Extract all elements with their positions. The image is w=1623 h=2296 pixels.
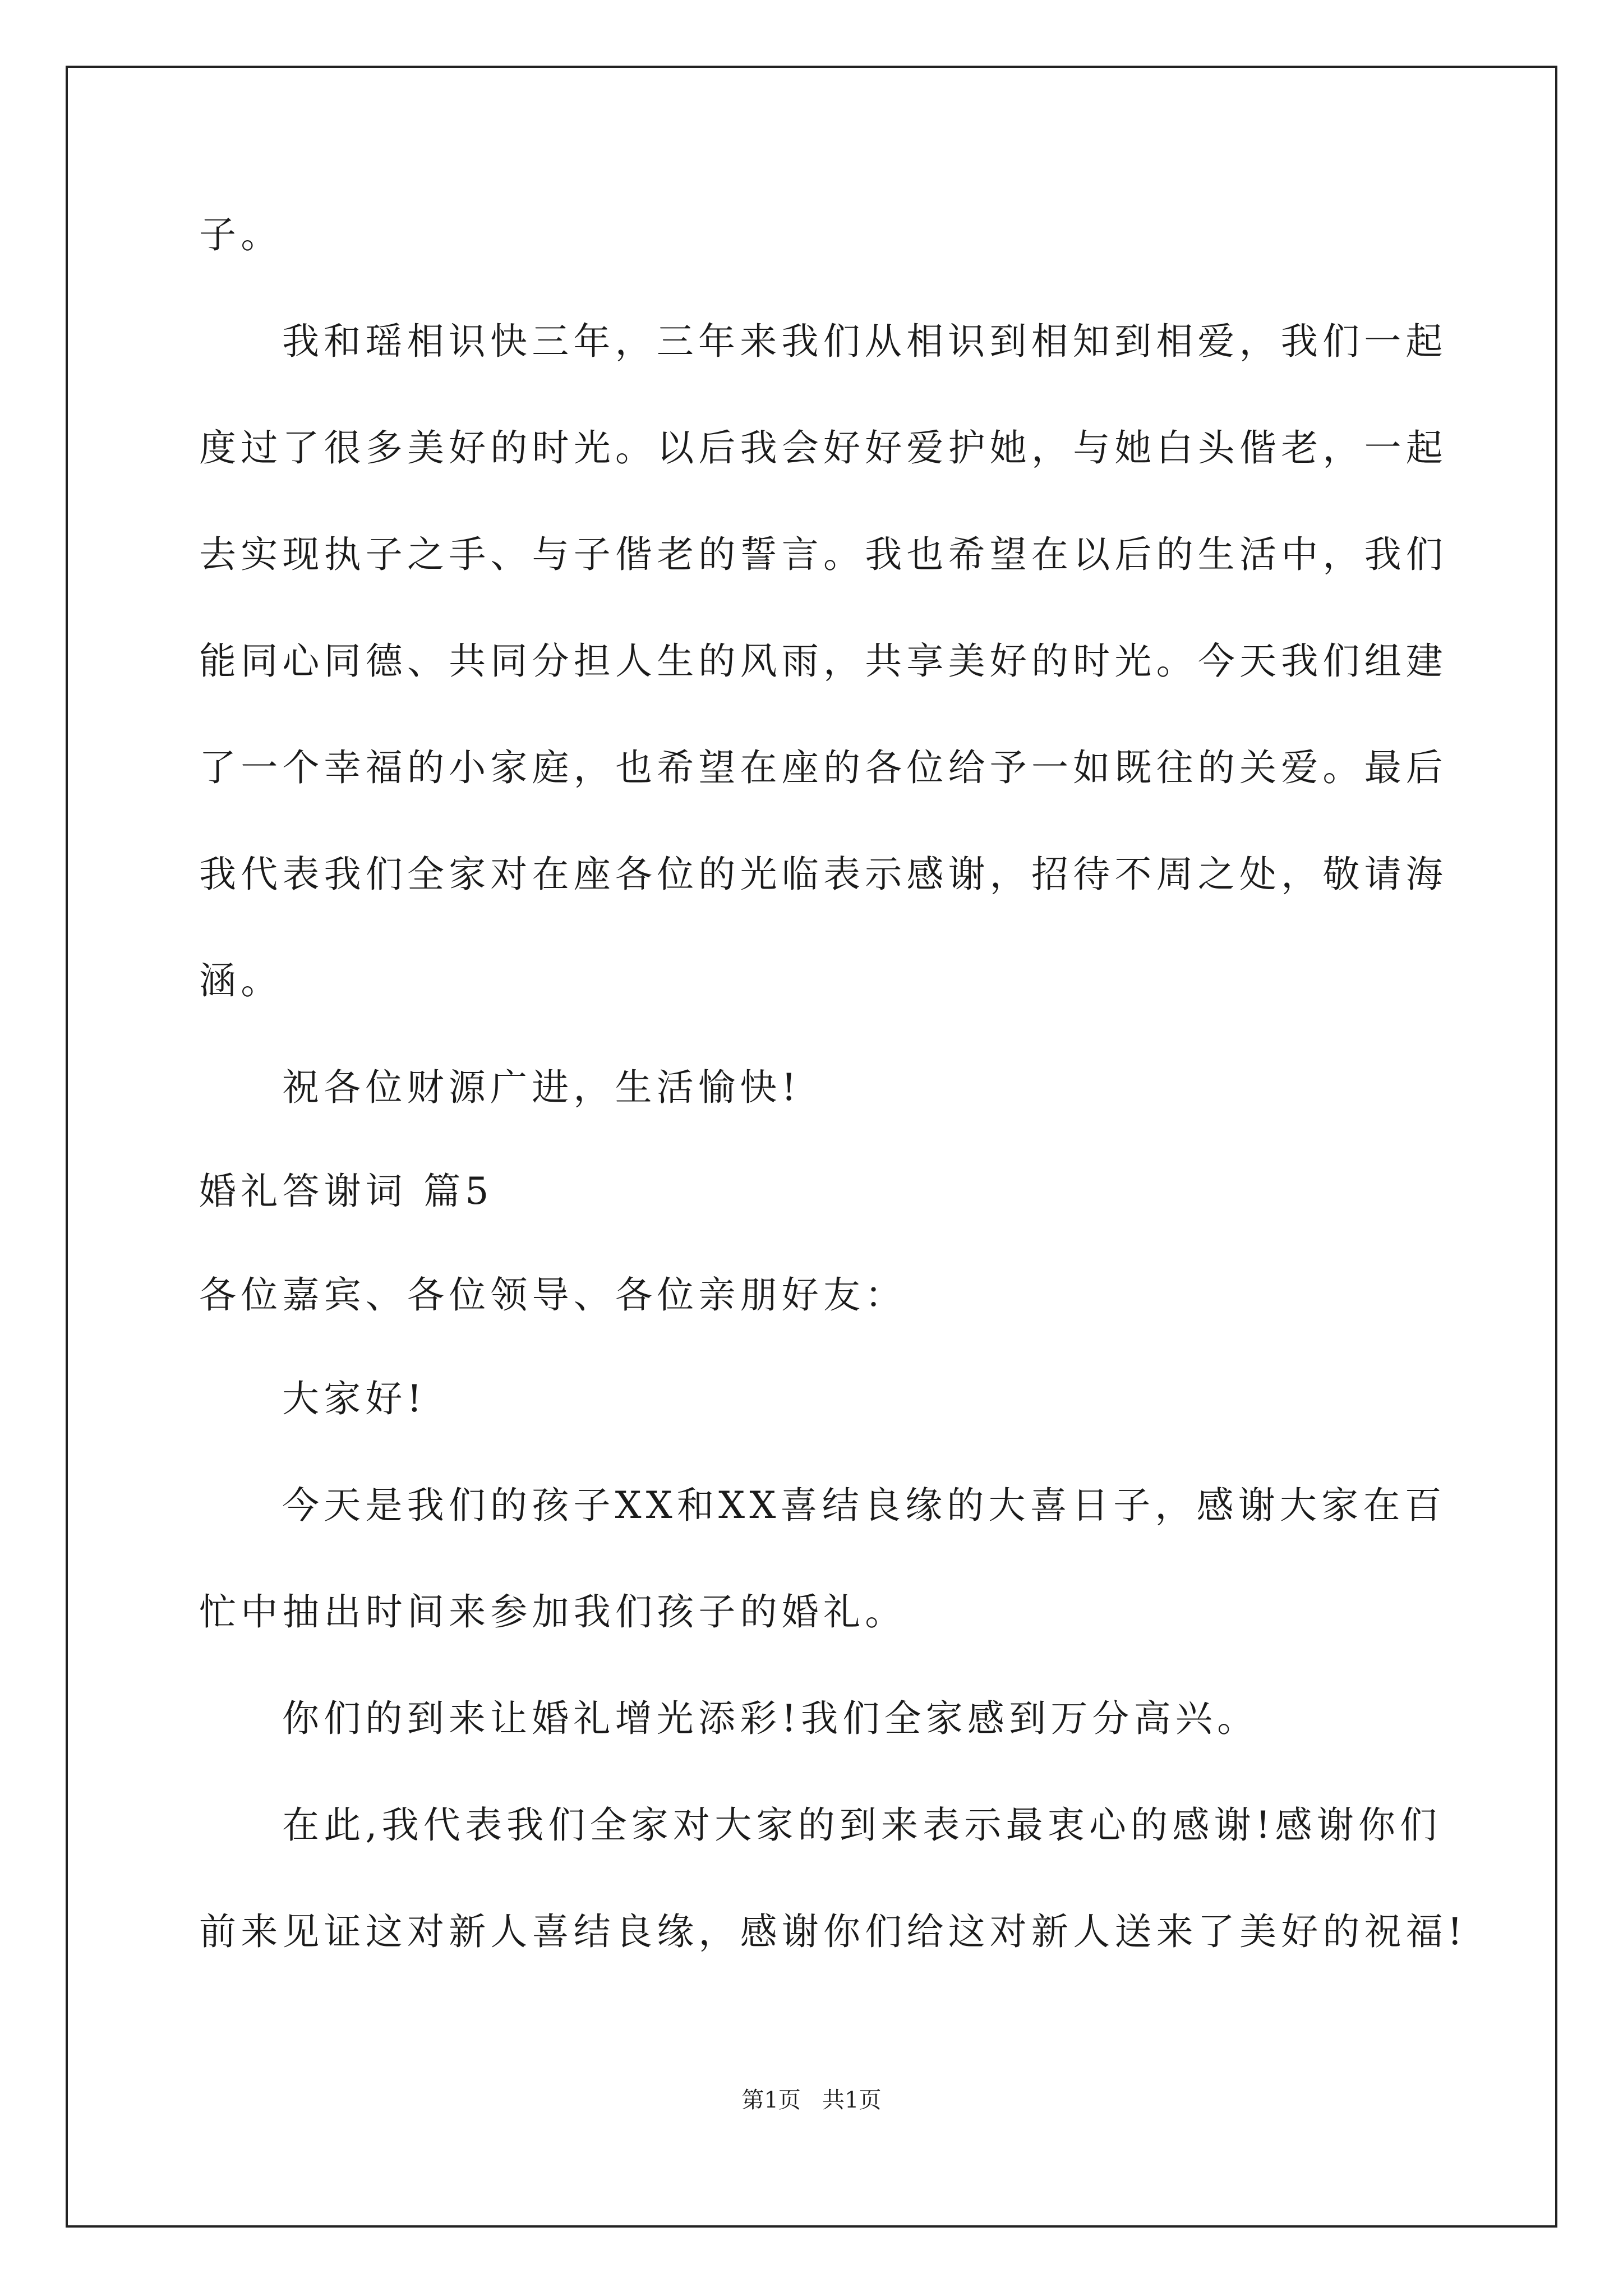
text-line: 度过了很多美好的时光。以后我会好好爱护她，与她白头偕老，一起 <box>199 426 1447 470</box>
salutation: 各位嘉宾、各位领导、各位亲朋好友： <box>199 1273 907 1317</box>
page-number-footer: 第1页 共1页 <box>741 2087 882 2113</box>
text-line: 我代表我们全家对在座各位的光临表示感谢，招待不周之处，敬请海 <box>199 853 1447 896</box>
text-line: 大家好! <box>282 1377 427 1420</box>
text-line: 前来见证这对新人喜结良缘，感谢你们给这对新人送来了美好的祝福! <box>199 1910 1467 1953</box>
page-border <box>66 66 1557 2228</box>
text-line: 我和瑶相识快三年，三年来我们从相识到相知到相爱，我们一起 <box>282 320 1447 363</box>
text-line: 能同心同德、共同分担人生的风雨，共享美好的时光。今天我们组建 <box>199 639 1447 683</box>
text-line: 你们的到来让婚礼增光添彩!我们全家感到万分高兴。 <box>282 1697 1259 1740</box>
text-line: 忙中抽出时间来参加我们孩子的婚礼。 <box>199 1590 907 1634</box>
text-line: 涵。 <box>199 959 283 1002</box>
text-line: 子。 <box>199 213 283 256</box>
text-line: 祝各位财源广进，生活愉快! <box>282 1066 801 1109</box>
section-heading: 婚礼答谢词 篇5 <box>199 1170 494 1213</box>
text-line: 去实现执子之手、与子偕老的誓言。我也希望在以后的生活中，我们 <box>199 533 1447 576</box>
text-line: 在此,我代表我们全家对大家的到来表示最衷心的感谢!感谢你们 <box>282 1803 1442 1847</box>
text-line: 了一个幸福的小家庭，也希望在座的各位给予一如既往的关爱。最后 <box>199 746 1447 789</box>
text-line: 今天是我们的孩子XX和XX喜结良缘的大喜日子，感谢大家在百 <box>282 1484 1446 1527</box>
